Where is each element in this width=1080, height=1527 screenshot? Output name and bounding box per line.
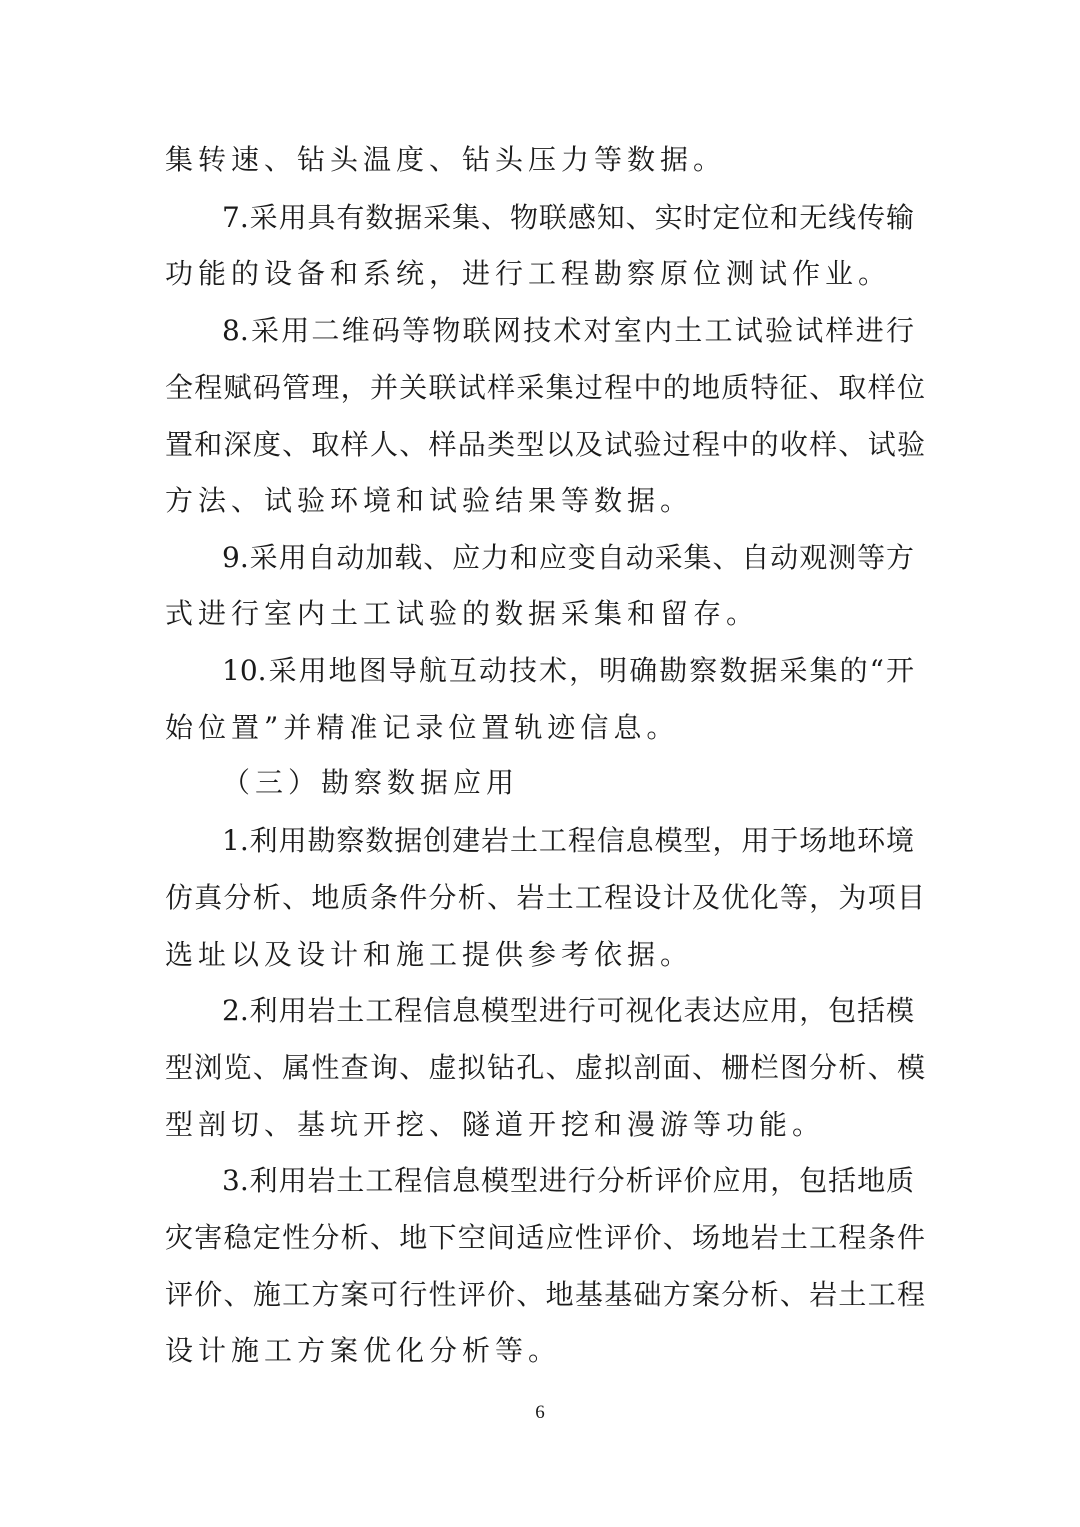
text-line: 式进行室内土工试验的数据采集和留存。	[165, 597, 760, 630]
text-line: 2.利用岩土工程信息模型进行可视化表达应用，包括模	[222, 994, 914, 1027]
text-line: 1.利用勘察数据创建岩土工程信息模型，用于场地环境	[222, 824, 914, 857]
text-line: 灾害稳定性分析、地下空间适应性评价、场地岩土工程条件	[165, 1221, 925, 1254]
text-line: 集转速、钻头温度、钻头压力等数据。	[165, 143, 727, 176]
text-line: 设计施工方案优化分析等。	[165, 1334, 562, 1367]
text-line: 仿真分析、地质条件分析、岩土工程设计及优化等，为项目	[165, 881, 925, 914]
text-line: 评价、施工方案可行性评价、地基基础方案分析、岩土工程	[165, 1278, 925, 1311]
text-line: 置和深度、取样人、样品类型以及试验过程中的收样、试验	[165, 428, 925, 461]
text-line: 10.采用地图导航互动技术，明确勘察数据采集的“开	[222, 654, 914, 687]
text-line: 方法、试验环境和试验结果等数据。	[165, 484, 694, 517]
text-line: 7.采用具有数据采集、物联感知、实时定位和无线传输	[222, 201, 914, 234]
text-line: 型剖切、基坑开挖、隧道开挖和漫游等功能。	[165, 1108, 826, 1141]
text-line: 3.利用岩土工程信息模型进行分析评价应用，包括地质	[222, 1164, 914, 1197]
text-line: 全程赋码管理，并关联试样采集过程中的地质特征、取样位	[165, 371, 925, 404]
text-line: 8.采用二维码等物联网技术对室内土工试验试样进行	[222, 314, 914, 347]
text-line: 9.采用自动加载、应力和应变自动采集、自动观测等方	[222, 541, 914, 574]
text-line: 功能的设备和系统，进行工程勘察原位测试作业。	[165, 257, 892, 290]
text-line: 型浏览、属性查询、虚拟钻孔、虚拟剖面、栅栏图分析、模	[165, 1051, 925, 1084]
page-number: 6	[535, 1402, 545, 1423]
text-line: 选址以及设计和施工提供参考依据。	[165, 938, 694, 971]
section-heading: （三）勘察数据应用	[222, 766, 520, 799]
text-line: 始位置”并精准记录位置轨迹信息。	[165, 711, 680, 744]
